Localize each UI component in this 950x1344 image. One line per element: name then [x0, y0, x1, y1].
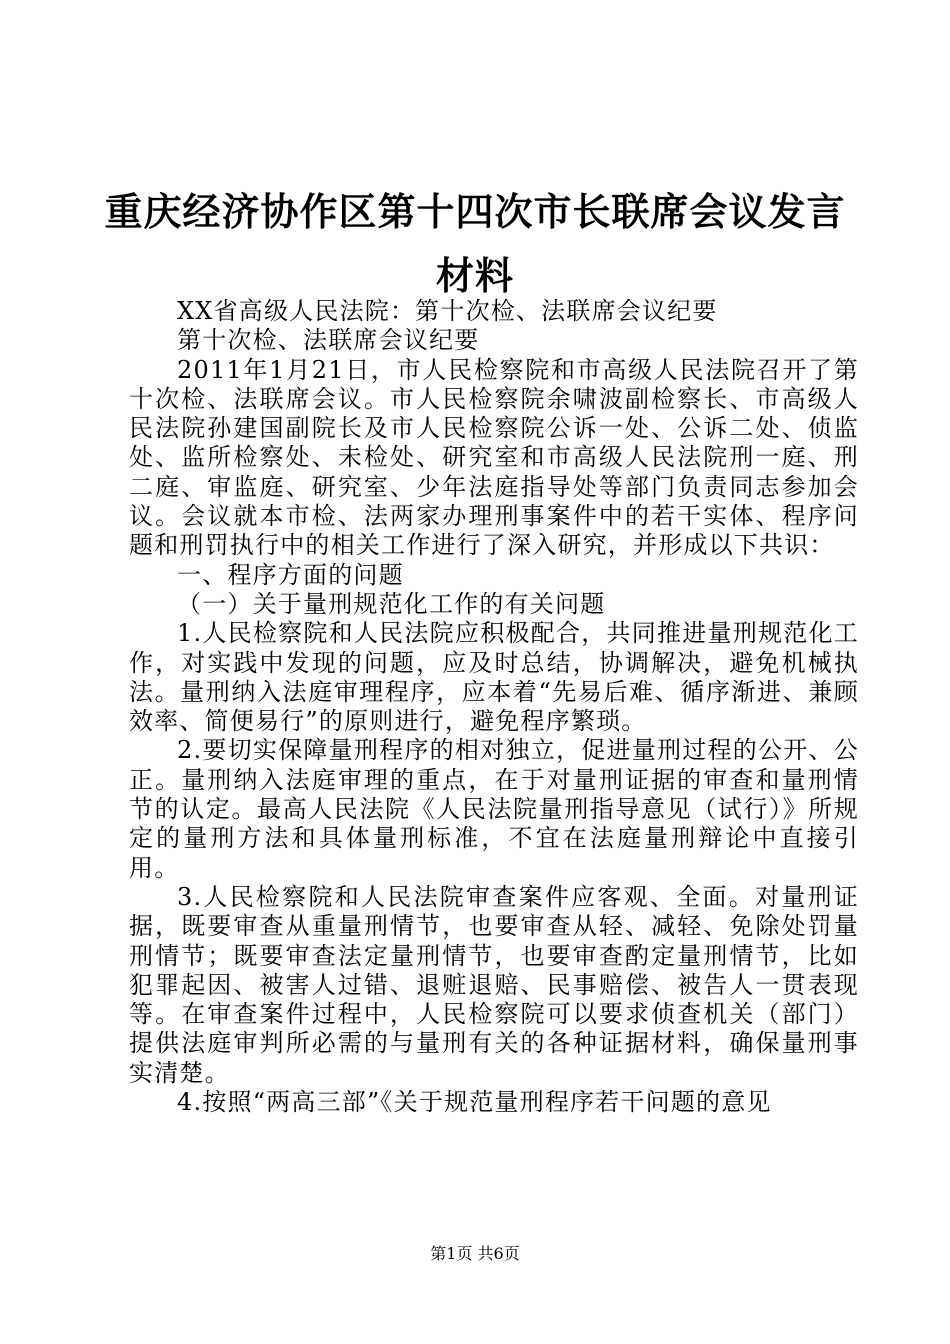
paragraph: 2.要切实保障量刑程序的相对独立，促进量刑过程的公开、公正。量刑纳入法庭审理的重点，在于对量刑证据的审查和量刑情节的认定。最高人民法院《人民法院量刑指导意见（试行）》所规定的量刑方法和具体量刑标准，不宜在法庭量刑辩论中直接引用。 [129, 736, 859, 882]
paragraph: 3.人民检察院和人民法院审查案件应客观、全面。对量刑证据，既要审查从重量刑情节，也要审查从轻、减轻、免除处罚量刑情节；既要审查法定量刑情节，也要审查酌定量刑情节，比如犯罪起因、被害人过错、退赃退赔、民事赔偿、被告人一贯表现等。在审查案件过程中，人民检察院可以要求侦查机关（部门）提供法庭审判所必需的与量刑有关的各种证据材料，确保量刑事实清楚。 [129, 882, 859, 1087]
paragraph: 2011年1月21日，市人民检察院和市高级人民法院召开了第十次检、法联席会议。市人民检察院余啸波副检察长、市高级人民法院孙建国副院长及市人民检察院公诉一处、公诉二处、侦监处、监所检察处、未检处、研究室和市高级人民法院刑一庭、刑二庭、审监庭、研究室、少年法庭指导处等部门负责同志参加会议。会议就本市检、法两家办理刑事案件中的若干实体、程序问题和刑罚执行中的相关工作进行了深入研究，并形成以下共识： [129, 355, 859, 560]
paragraph: XX省高级人民法院：第十次检、法联席会议纪要 [177, 297, 718, 325]
page-footer: 第1页 共6页 [430, 1244, 520, 1263]
paragraph: 1.人民检察院和人民法院应积极配合，共同推进量刑规范化工作，对实践中发现的问题，应及时总结，协调解决，避免机械执法。量刑纳入法庭审理程序，应本着“先易后难、循序渐进、兼顾效率、简便易行”的原则进行，避免程序繁琐。 [129, 619, 859, 736]
paragraph: 4.按照“两高三部”《关于规范量刑程序若干问题的意见 [177, 1088, 772, 1117]
paragraph: 第十次检、法联席会议纪要 [177, 326, 480, 355]
document-title: 重庆经济协作区第十四次市长联席会议发言材料 [104, 190, 846, 298]
subsection-heading: （一）关于量刑规范化工作的有关问题 [177, 589, 606, 618]
section-heading: 一、程序方面的问题 [177, 560, 404, 589]
document-body [129, 297, 859, 1117]
